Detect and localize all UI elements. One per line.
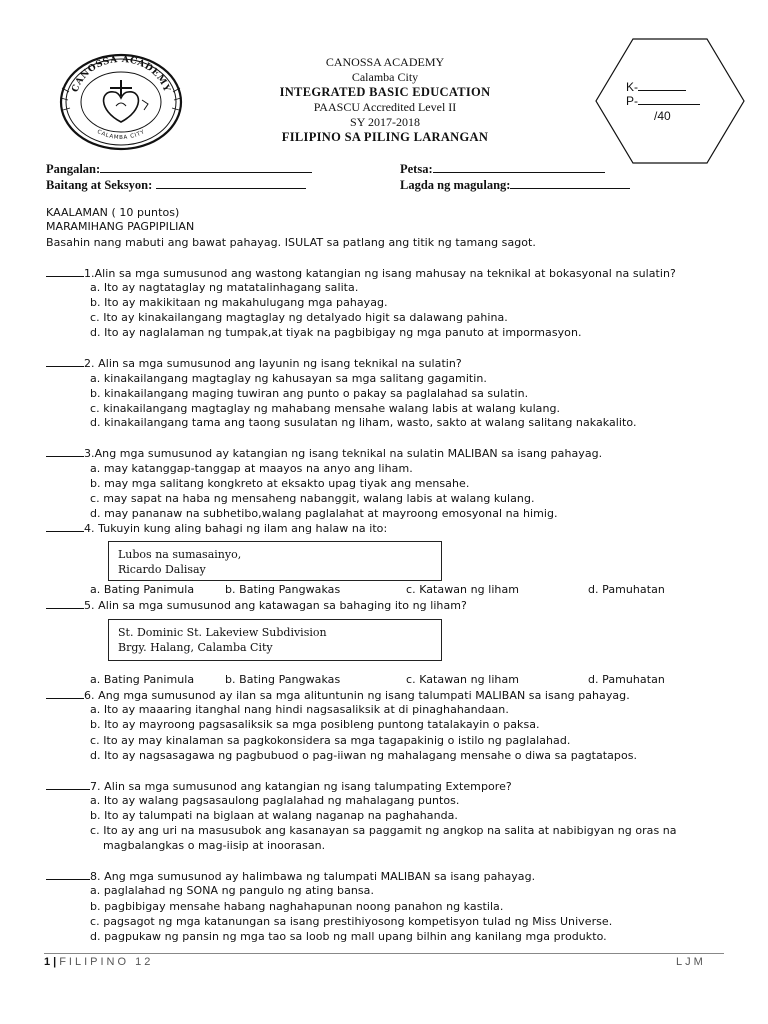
excerpt-line: St. Dominic St. Lakeview Subdivision	[118, 626, 327, 639]
choice: c. Katawan ng liham	[406, 583, 520, 596]
letter-excerpt-box	[108, 619, 442, 661]
footer-separator: |	[53, 956, 60, 968]
question-2: 2. Alin sa mga sumusunod ang layunin ng isang teknikal na sulatin?	[46, 356, 462, 370]
choice: c. Ito ay ang uri na masusubok ang kasanayan sa paggamit ng angkop na salita at nabibigyan ng oras na	[90, 824, 677, 837]
footer-initials: LJM	[676, 956, 706, 968]
page-number: 1	[44, 956, 54, 968]
name-field[interactable]: Pangalan:	[46, 160, 312, 177]
logo-ring-text-bottom: CALAMBA CITY	[95, 128, 147, 141]
answer-blank[interactable]	[46, 521, 84, 532]
choice: d. Ito ay nagsasagawa ng pagbubuod o pag-iiwan ng mahalagang mensahe o diwa sa pagtatapos.	[90, 749, 638, 762]
choice: b. Ito ay talumpati na biglaan at walang naganap na paghahanda.	[90, 809, 458, 822]
parent-signature-field[interactable]: Lagda ng magulang:	[400, 176, 630, 193]
question-1: 1.Alin sa mga sumusunod ang wastong katangian ng isang mahusay na teknikal at bokasyonal na sulatin?	[46, 266, 676, 280]
answer-blank[interactable]	[46, 779, 90, 790]
answer-blank[interactable]	[46, 869, 90, 880]
accreditation: PAASCU Accredited Level II	[313, 100, 457, 114]
answer-blank[interactable]	[46, 446, 84, 457]
choice: d. Pamuhatan	[588, 583, 665, 596]
choice: a. kinakailangang magtaglay ng kahusayan sa mga salitang gagamitin.	[90, 372, 487, 385]
school-header	[210, 55, 560, 145]
choice: b. Bating Pangwakas	[225, 583, 341, 596]
section-type: MARAMIHANG PAGPIPILIAN	[46, 220, 195, 233]
answer-blank[interactable]	[46, 598, 84, 609]
choice-continuation: magbalangkas o mag-iisip at inoorasan.	[103, 839, 326, 852]
question-4: 4. Tukuyin kung aling bahagi ng ilam ang halaw na ito:	[46, 521, 387, 535]
excerpt-line: Lubos na sumasainyo,	[118, 548, 242, 561]
choice: c. may sapat na haba ng mensaheng nabanggit, walang labis at walang kulang.	[90, 492, 535, 505]
choice: a. Ito ay nagtataglay ng matatalinhagang salita.	[90, 281, 359, 294]
date-field[interactable]: Petsa:	[400, 160, 605, 177]
choice: b. may mga salitang kongkreto at eksakto upag tiyak ang mensahe.	[90, 477, 470, 490]
choice: d. Ito ay naglalaman ng tumpak,at tiyak na pagbibigay ng mga panuto at impormasyon.	[90, 326, 582, 339]
question-5: 5. Alin sa mga sumusunod ang katawagan sa bahaging ito ng liham?	[46, 598, 467, 612]
excerpt-line: Brgy. Halang, Calamba City	[118, 641, 273, 654]
choice: a. Ito ay maaaring itanghal nang hindi nagsasaliksik at di pinaghahandaan.	[90, 703, 509, 716]
question-3: 3.Ang mga sumusunod ay katangian ng isang teknikal na sulatin MALIBAN sa isang pahayag.	[46, 446, 602, 460]
footer-divider	[44, 953, 724, 954]
choice: b. pagbibigay mensahe habang naghahapunan noong panahon ng kastila.	[90, 900, 504, 913]
excerpt-line: Ricardo Dalisay	[118, 563, 206, 576]
choice: d. pagpukaw ng pansin ng mga tao sa loob ng mall upang bilhin ang kanilang mga produkto.	[90, 930, 607, 943]
choice: d. may pananaw na subhetibo,walang paglalahat at mayroong emosyonal na himig.	[90, 507, 558, 520]
choice: c. pagsagot ng mga katanungan sa isang prestihiyosong kompetisyon tulad ng Miss Universe.	[90, 915, 613, 928]
footer-subject: FILIPINO 12	[59, 956, 154, 968]
choice: d. Pamuhatan	[588, 673, 665, 686]
department: INTEGRATED BASIC EDUCATION	[279, 85, 491, 99]
choice: b. Bating Pangwakas	[225, 673, 341, 686]
score-k: K-	[626, 80, 686, 94]
choice: c. kinakailangang magtaglay ng mahabang mensahe walang labis at walang kulang.	[90, 402, 561, 415]
choice: b. Ito ay makikitaan ng makahulugang mga pahayag.	[90, 296, 388, 309]
score-total: /40	[654, 109, 671, 123]
choice: a. paglalahad ng SONA ng pangulo ng ating bansa.	[90, 884, 375, 897]
choice: c. Katawan ng liham	[406, 673, 520, 686]
choice: d. kinakailangang tama ang taong susulatan ng liham, wasto, sakto at walang salitang nakakalito.	[90, 416, 637, 429]
subject-title: FILIPINO SA PILING LARANGAN	[281, 130, 489, 144]
section-title: KAALAMAN ( 10 puntos)	[46, 206, 180, 219]
logo-ring-text-top: CANOSSA ACADEMY	[70, 54, 172, 94]
choice: c. Ito ay kinakailangang magtaglay ng detalyado higit sa dalawang pahina.	[90, 311, 508, 324]
choice: b. Ito ay mayroong pagsasaliksik sa mga posibleng puntong tatalakayin o paksa.	[90, 718, 540, 731]
school-logo	[58, 52, 184, 152]
school-name: CANOSSA ACADEMY	[325, 55, 445, 69]
answer-blank[interactable]	[46, 266, 84, 277]
instructions: Basahin nang mabuti ang bawat pahayag. ISULAT sa patlang ang titik ng tamang sagot.	[46, 236, 536, 249]
choice: a. Bating Panimula	[90, 673, 195, 686]
grade-section-field[interactable]: Baitang at Seksyon:	[46, 176, 306, 193]
question-7: 7. Alin sa mga sumusunod ang katangian ng isang talumpating Extempore?	[46, 779, 512, 793]
footer-left	[44, 956, 153, 968]
choice: a. may katanggap-tanggap at maayos na anyo ang liham.	[90, 462, 413, 475]
school-year: SY 2017-2018	[350, 115, 420, 129]
choice: a. Ito ay walang pagsasaulong paglalahad ng mahalagang puntos.	[90, 794, 460, 807]
question-6: 6. Ang mga sumusunod ay ilan sa mga alituntunin ng isang talumpati MALIBAN sa isang pahayag.	[46, 688, 630, 702]
choice: b. kinakailangang maging tuwiran ang punto o pakay sa paglalahad sa sulatin.	[90, 387, 529, 400]
answer-blank[interactable]	[46, 688, 84, 699]
choice: c. Ito ay may kinalaman sa pagkokonsidera sa mga tagapakinig o istilo ng paglalahad.	[90, 734, 571, 747]
school-city: Calamba City	[351, 70, 419, 84]
question-8: 8. Ang mga sumusunod ay halimbawa ng talumpati MALIBAN sa isang pahayag.	[46, 869, 535, 883]
score-p: P-	[626, 94, 700, 108]
letter-excerpt-box	[108, 541, 442, 581]
choice: a. Bating Panimula	[90, 583, 195, 596]
answer-blank[interactable]	[46, 356, 84, 367]
